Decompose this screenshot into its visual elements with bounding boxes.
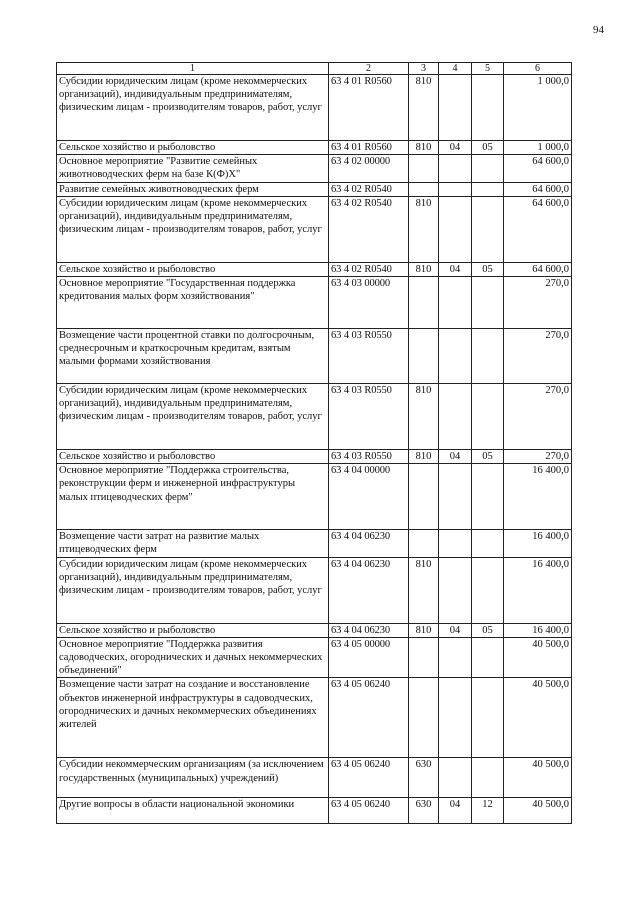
table-row [57, 450, 572, 464]
cell-col4: 04 [439, 450, 472, 464]
cell-col3 [409, 329, 439, 384]
cell-col5 [472, 75, 504, 141]
table-row [57, 141, 572, 155]
cell-name: Возмещение части процентной ставки по долгосрочным, среднесрочным и краткосрочным кредитам, взятым малыми формами хозяйствования [57, 329, 329, 384]
cell-col5: 05 [472, 141, 504, 155]
cell-col3 [409, 637, 439, 678]
cell-col5 [472, 384, 504, 450]
cell-col5 [472, 182, 504, 196]
cell-col5 [472, 329, 504, 384]
cell-col4 [439, 384, 472, 450]
cell-code: 63 4 02 R0540 [329, 262, 409, 276]
cell-amount: 64 600,0 [504, 196, 572, 262]
cell-col3: 810 [409, 141, 439, 155]
cell-col5: 05 [472, 623, 504, 637]
cell-col4 [439, 530, 472, 557]
cell-amount: 16 400,0 [504, 530, 572, 557]
cell-code: 63 4 04 06230 [329, 557, 409, 623]
cell-name: Возмещение части затрат на создание и восстановление объектов инженерной инфраструктуры в садоводческих, огороднических и дачных некоммерческих объединениях жителей [57, 678, 329, 758]
cell-col5 [472, 464, 504, 530]
table-row [57, 758, 572, 798]
cell-col3 [409, 155, 439, 182]
column-header: 3 [409, 63, 439, 75]
cell-name: Развитие семейных животноводческих ферм [57, 182, 329, 196]
cell-code: 63 4 05 00000 [329, 637, 409, 678]
cell-col3: 810 [409, 557, 439, 623]
cell-col4: 04 [439, 262, 472, 276]
cell-code: 63 4 05 06240 [329, 678, 409, 758]
cell-amount: 64 600,0 [504, 262, 572, 276]
cell-code: 63 4 05 06240 [329, 798, 409, 824]
cell-name: Сельское хозяйство и рыболовство [57, 262, 329, 276]
table-row [57, 196, 572, 262]
table-row [57, 155, 572, 182]
cell-col3 [409, 277, 439, 329]
cell-col3 [409, 530, 439, 557]
cell-name: Другие вопросы в области национальной экономики [57, 798, 329, 824]
cell-col3: 810 [409, 450, 439, 464]
cell-name: Основное мероприятие "Поддержка строительства, реконструкции ферм и инженерной инфраструктуры малых птицеводческих ферм" [57, 464, 329, 530]
cell-amount: 40 500,0 [504, 678, 572, 758]
table-row [57, 329, 572, 384]
cell-col4 [439, 182, 472, 196]
cell-col5: 12 [472, 798, 504, 824]
cell-col4 [439, 758, 472, 798]
cell-name: Основное мероприятие "Поддержка развития садоводческих, огороднических и дачных некоммерческих объединений" [57, 637, 329, 678]
cell-code: 63 4 02 R0540 [329, 182, 409, 196]
cell-amount: 64 600,0 [504, 155, 572, 182]
cell-col4 [439, 678, 472, 758]
cell-code: 63 4 03 00000 [329, 277, 409, 329]
cell-name: Сельское хозяйство и рыболовство [57, 450, 329, 464]
cell-col4: 04 [439, 141, 472, 155]
cell-name: Субсидии некоммерческим организациям (за исключением государственных (муниципальных) учреждений) [57, 758, 329, 798]
cell-col3 [409, 678, 439, 758]
cell-col3: 630 [409, 798, 439, 824]
cell-amount: 40 500,0 [504, 798, 572, 824]
cell-col4 [439, 329, 472, 384]
page-number: 94 [593, 24, 604, 36]
cell-name: Сельское хозяйство и рыболовство [57, 141, 329, 155]
cell-col5: 05 [472, 262, 504, 276]
cell-name: Сельское хозяйство и рыболовство [57, 623, 329, 637]
table-row [57, 530, 572, 557]
cell-code: 63 4 04 06230 [329, 623, 409, 637]
cell-amount: 16 400,0 [504, 464, 572, 530]
cell-name: Основное мероприятие "Государственная поддержка кредитования малых форм хозяйствования" [57, 277, 329, 329]
cell-name: Субсидии юридическим лицам (кроме некоммерческих организаций), индивидуальным предпринимателям, физическим лицам - производителям товаров, работ, услуг [57, 75, 329, 141]
table-row [57, 637, 572, 678]
table-row [57, 464, 572, 530]
cell-code: 63 4 01 R0560 [329, 75, 409, 141]
cell-name: Возмещение части затрат на развитие малых птицеводческих ферм [57, 530, 329, 557]
table-row [57, 75, 572, 141]
cell-col5: 05 [472, 450, 504, 464]
table-row [57, 678, 572, 758]
cell-col4: 04 [439, 798, 472, 824]
table-row [57, 623, 572, 637]
cell-amount: 40 500,0 [504, 758, 572, 798]
table-row [57, 277, 572, 329]
cell-col5 [472, 277, 504, 329]
cell-code: 63 4 03 R0550 [329, 450, 409, 464]
table-row [57, 262, 572, 276]
table-row [57, 384, 572, 450]
cell-col4 [439, 277, 472, 329]
cell-amount: 270,0 [504, 384, 572, 450]
cell-code: 63 4 01 R0560 [329, 141, 409, 155]
cell-col4 [439, 464, 472, 530]
cell-col4 [439, 75, 472, 141]
cell-col3: 630 [409, 758, 439, 798]
cell-col3: 810 [409, 196, 439, 262]
cell-code: 63 4 04 06230 [329, 530, 409, 557]
cell-col3 [409, 182, 439, 196]
cell-name: Основное мероприятие "Развитие семейных животноводческих ферм на базе К(Ф)Х" [57, 155, 329, 182]
cell-amount: 270,0 [504, 450, 572, 464]
table-body [57, 75, 572, 824]
cell-amount: 270,0 [504, 329, 572, 384]
cell-col5 [472, 155, 504, 182]
table-row [57, 182, 572, 196]
cell-amount: 64 600,0 [504, 182, 572, 196]
table-row [57, 798, 572, 824]
cell-col5 [472, 637, 504, 678]
budget-table [56, 62, 572, 824]
cell-col4 [439, 196, 472, 262]
cell-col5 [472, 678, 504, 758]
cell-name: Субсидии юридическим лицам (кроме некоммерческих организаций), индивидуальным предпринимателям, физическим лицам - производителям товаров, работ, услуг [57, 557, 329, 623]
cell-col3: 810 [409, 75, 439, 141]
cell-code: 63 4 03 R0550 [329, 384, 409, 450]
cell-name: Субсидии юридическим лицам (кроме некоммерческих организаций), индивидуальным предпринимателям, физическим лицам - производителям товаров, работ, услуг [57, 384, 329, 450]
cell-amount: 16 400,0 [504, 557, 572, 623]
cell-col5 [472, 530, 504, 557]
cell-amount: 1 000,0 [504, 75, 572, 141]
cell-code: 63 4 03 R0550 [329, 329, 409, 384]
column-header: 1 [57, 63, 329, 75]
cell-code: 63 4 05 06240 [329, 758, 409, 798]
cell-col4 [439, 557, 472, 623]
header-row [57, 63, 572, 75]
cell-amount: 40 500,0 [504, 637, 572, 678]
cell-code: 63 4 04 00000 [329, 464, 409, 530]
cell-col4 [439, 637, 472, 678]
column-header: 4 [439, 63, 472, 75]
cell-col5 [472, 196, 504, 262]
cell-col3: 810 [409, 262, 439, 276]
cell-col4: 04 [439, 623, 472, 637]
cell-amount: 270,0 [504, 277, 572, 329]
cell-col3 [409, 464, 439, 530]
cell-col3: 810 [409, 623, 439, 637]
cell-col4 [439, 155, 472, 182]
cell-code: 63 4 02 R0540 [329, 196, 409, 262]
column-header: 5 [472, 63, 504, 75]
cell-col3: 810 [409, 384, 439, 450]
cell-amount: 1 000,0 [504, 141, 572, 155]
cell-col5 [472, 557, 504, 623]
table-row [57, 557, 572, 623]
cell-col5 [472, 758, 504, 798]
cell-amount: 16 400,0 [504, 623, 572, 637]
column-header: 2 [329, 63, 409, 75]
cell-name: Субсидии юридическим лицам (кроме некоммерческих организаций), индивидуальным предпринимателям, физическим лицам - производителям товаров, работ, услуг [57, 196, 329, 262]
column-header: 6 [504, 63, 572, 75]
cell-code: 63 4 02 00000 [329, 155, 409, 182]
